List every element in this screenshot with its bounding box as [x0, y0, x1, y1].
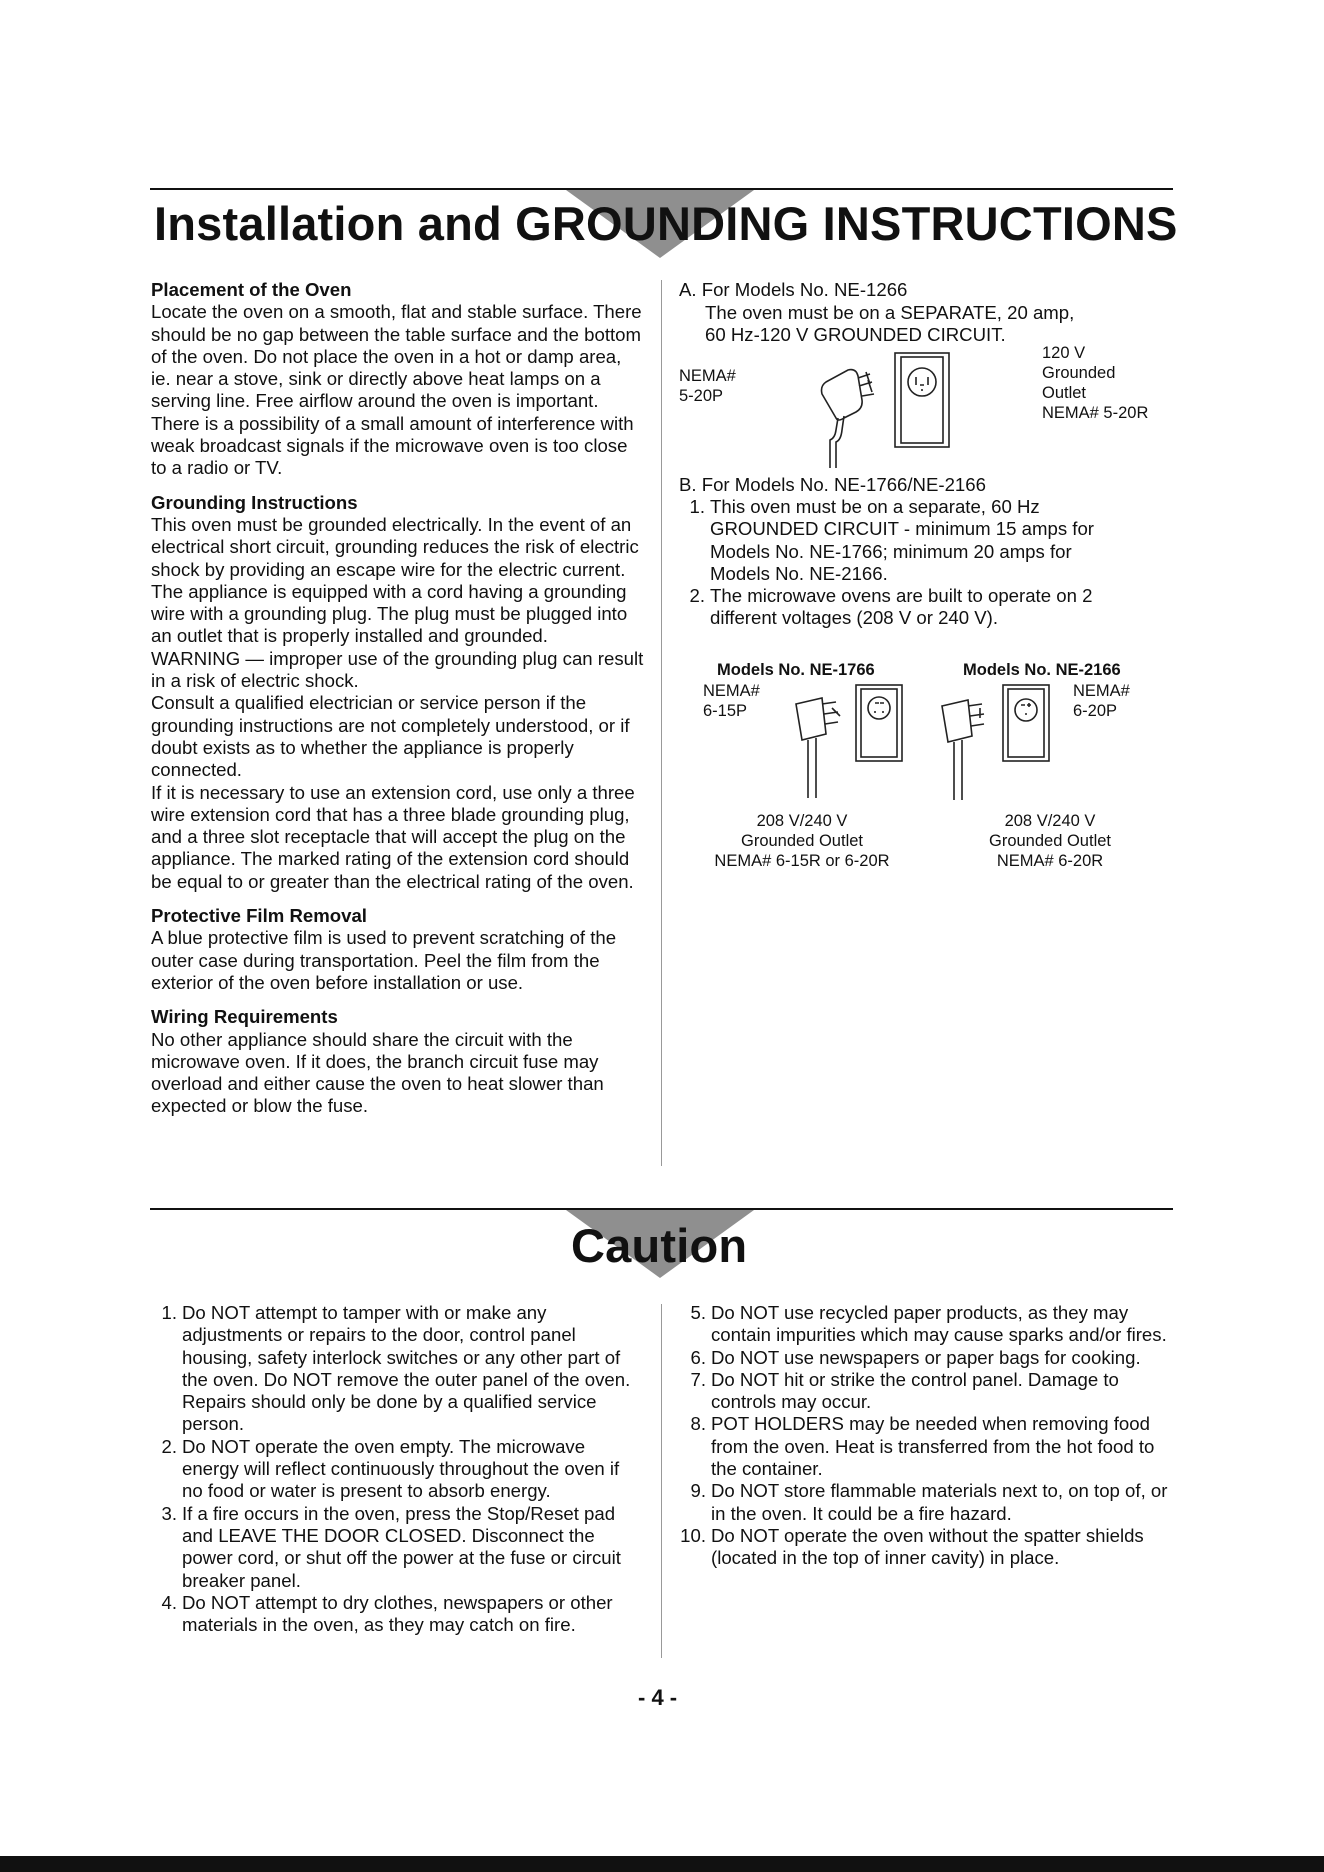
left-outlet-caption-type: Grounded Outlet	[741, 832, 863, 850]
left-plug-label-1: NEMA#	[703, 682, 760, 700]
section-b-item-1-number: 1.	[689, 496, 705, 517]
section-a-line-1: The oven must be on a SEPARATE, 20 amp,	[705, 302, 1075, 323]
caution-item-6-number: 6.	[690, 1346, 706, 1368]
left-outlet-caption	[696, 811, 908, 871]
caution-title: Caution	[571, 1219, 748, 1272]
caution-item-10-text: Do NOT operate the oven without the spatter shields (located in the top of inner cavity) in place.	[711, 1524, 1144, 1569]
grounding-paragraph-4: If it is necessary to use an extension cord, use only a three wire extension cord that has a three blade grounding plug, and a three slot receptacle that will accept the plug on the appliance. The marked rating of the extension cord should be equal to or greater than the electrical rating of the oven.	[151, 781, 635, 892]
grounding-heading: Grounding Instructions	[151, 491, 358, 513]
caution-item-5-text: Do NOT use recycled paper products, as they may contain impurities which may cause sparks and/or fires.	[711, 1302, 1167, 1346]
caution-item-3-number: 3.	[161, 1502, 177, 1524]
right-outlet-caption-voltage: 208 V/240 V	[1004, 812, 1096, 830]
plug-5-20p-icon	[808, 350, 888, 470]
caution-item-7-text: Do NOT hit or strike the control panel. Damage to controls may occur.	[711, 1368, 1119, 1413]
film-heading: Protective Film Removal	[151, 905, 367, 927]
page-title: Installation and GROUNDING INSTRUCTIONS	[154, 197, 1178, 250]
left-model-label: Models No. NE-1766	[717, 661, 875, 679]
right-outlet-caption-nema: NEMA# 6-20R	[996, 852, 1104, 870]
section-a-plug-label-1: NEMA#	[679, 367, 736, 385]
caution-item-1	[151, 1302, 641, 1436]
outlet-5-20r-icon	[893, 351, 953, 451]
section-b-item-1-line-2: GROUNDED CIRCUIT - minimum 15 amps for	[710, 518, 1094, 540]
right-model-label: Models No. NE-2166	[963, 661, 1121, 679]
section-b-item-1-line-4: Models No. NE-2166.	[710, 562, 888, 584]
caution-item-10-number: 10.	[680, 1524, 706, 1546]
grounding-paragraph-1: This oven must be grounded electrically. In the event of an electrical short circuit, grounding reduces the risk of electric shock by providing an escape wire for the electric current. The appliance is equipped with a cord having a grounding wire with a grounding plug. The plug must be plugged into an outlet that is properly installed and grounded.	[151, 513, 639, 647]
caution-item-4	[151, 1592, 641, 1637]
caution-item-7	[680, 1369, 1176, 1414]
column-divider-bottom	[661, 1304, 662, 1658]
caution-item-1-number: 1.	[161, 1302, 177, 1323]
caution-item-1-text: Do NOT attempt to tamper with or make any adjustments or repairs to the door, control panel housing, safety interlock switches or any other part of the oven. Do NOT remove the outer panel of the oven. Repairs should only be done by a qualified service person.	[182, 1302, 631, 1435]
section-b-item-2	[679, 585, 1159, 630]
caution-item-10	[680, 1525, 1176, 1570]
outlet-6-15r-icon	[854, 683, 906, 763]
caution-left-column	[151, 1302, 641, 1636]
section-b-item-1-line-1: This oven must be on a separate, 60 Hz	[710, 496, 1040, 517]
page-number: - 4 -	[638, 1685, 678, 1710]
caution-item-3-text: If a fire occurs in the oven, press the Stop/Reset pad and LEAVE THE DOOR CLOSED. Disconnect the power cord, or shut off the power at the fuse or circuit breaker panel.	[182, 1502, 621, 1591]
caution-item-8-text: POT HOLDERS may be needed when removing food from the oven. Heat is transferred from the hot food to the container.	[711, 1413, 1155, 1480]
section-a-outlet-label-3: Outlet	[1042, 384, 1087, 402]
caution-item-7-number: 7.	[690, 1368, 706, 1390]
outlet-6-20r-icon	[1001, 683, 1053, 763]
left-outlet-caption-voltage: 208 V/240 V	[756, 812, 848, 830]
section-b-title: B. For Models No. NE-1766/NE-2166	[679, 474, 986, 495]
caution-item-5	[680, 1302, 1176, 1347]
right-plug-label-1: NEMA#	[1073, 682, 1130, 700]
section-a-line-2: 60 Hz-120 V GROUNDED CIRCUIT.	[705, 324, 1006, 345]
placement-heading: Placement of the Oven	[151, 279, 352, 300]
section-b-item-2-line-2: different voltages (208 V or 240 V).	[710, 607, 999, 629]
left-column	[151, 279, 646, 1130]
column-divider-top	[661, 280, 662, 1166]
grounding-paragraph-3: Consult a qualified electrician or service person if the grounding instructions are not completely understood, or if doubt exists as to whether the appliance is properly connected.	[151, 692, 630, 781]
left-plug-label-2: 6-15P	[703, 702, 748, 720]
left-outlet-caption-nema: NEMA# 6-15R or 6-20R	[714, 852, 890, 870]
wiring-section	[151, 1006, 646, 1117]
caution-item-5-number: 5.	[690, 1302, 706, 1323]
section-a-outlet-label-4: NEMA# 5-20R	[1042, 404, 1149, 422]
right-outlet-caption	[970, 811, 1130, 871]
section-b-item-1	[679, 496, 1159, 585]
section-b-list	[679, 496, 1159, 630]
bottom-bar	[0, 1856, 1324, 1872]
caution-item-9-number: 9.	[690, 1480, 706, 1502]
caution-item-4-text: Do NOT attempt to dry clothes, newspapers or other materials in the oven, as they may catch on fire.	[182, 1591, 613, 1636]
caution-item-6-text: Do NOT use newspapers or paper bags for cooking.	[711, 1346, 1141, 1368]
caution-item-4-number: 4.	[161, 1591, 177, 1613]
caution-item-2-text: Do NOT operate the oven empty. The microwave energy will reflect continuously throughout the oven if no food or water is present to absorb energy.	[182, 1435, 620, 1502]
section-a-plug-label-2: 5-20P	[679, 387, 724, 405]
section-a-outlet-label-2: Grounded	[1042, 364, 1116, 382]
caution-item-2-number: 2.	[161, 1435, 177, 1457]
wiring-body: No other appliance should share the circuit with the microwave oven. If it does, the branch circuit fuse may overload and either cause the oven to heat slower than expected or blow the fuse.	[151, 1028, 604, 1117]
caution-right-column	[680, 1302, 1176, 1570]
section-a-outlet-label-1: 120 V	[1042, 344, 1086, 362]
caution-item-8-number: 8.	[690, 1413, 706, 1435]
caution-item-9-text: Do NOT store flammable materials next to, on top of, or in the oven. It could be a fire hazard.	[711, 1480, 1168, 1524]
section-b-item-1-line-3: Models No. NE-1766; minimum 20 amps for	[710, 540, 1072, 562]
film-section	[151, 905, 646, 994]
right-plug-label-2: 6-20P	[1073, 702, 1118, 720]
caution-item-6	[680, 1347, 1176, 1369]
wiring-heading: Wiring Requirements	[151, 1006, 338, 1028]
plug-6-15p-icon	[790, 694, 850, 804]
placement-body: Locate the oven on a smooth, flat and stable surface. There should be no gap between the table surface and the bottom of the oven. Do not place the oven in a hot or damp area, ie. near a stove, sink or directly above heat lamps on a serving line. Free airflow around the oven is important. There is a possibility of a small amount of interference with weak broadcast signals if the microwave oven is too close to a radio or TV.	[151, 301, 642, 479]
caution-item-3	[151, 1503, 641, 1592]
section-b-item-2-number: 2.	[689, 585, 705, 607]
film-body: A blue protective film is used to prevent scratching of the outer case during transportation. Peel the film from the exterior of the oven before installation or use.	[151, 927, 617, 993]
caution-item-8	[680, 1413, 1176, 1480]
right-outlet-caption-type: Grounded Outlet	[989, 832, 1111, 850]
section-a-title: A. For Models No. NE-1266	[679, 279, 908, 300]
caution-item-9	[680, 1480, 1176, 1525]
placement-section	[151, 279, 646, 480]
grounding-warning: WARNING — improper use of the grounding plug can result in a risk of electric shock.	[151, 647, 644, 692]
plug-6-20p-icon	[936, 696, 996, 806]
caution-item-2	[151, 1436, 641, 1503]
grounding-section	[151, 492, 646, 893]
section-b-item-2-line-1: The microwave ovens are built to operate on 2	[710, 585, 1093, 607]
